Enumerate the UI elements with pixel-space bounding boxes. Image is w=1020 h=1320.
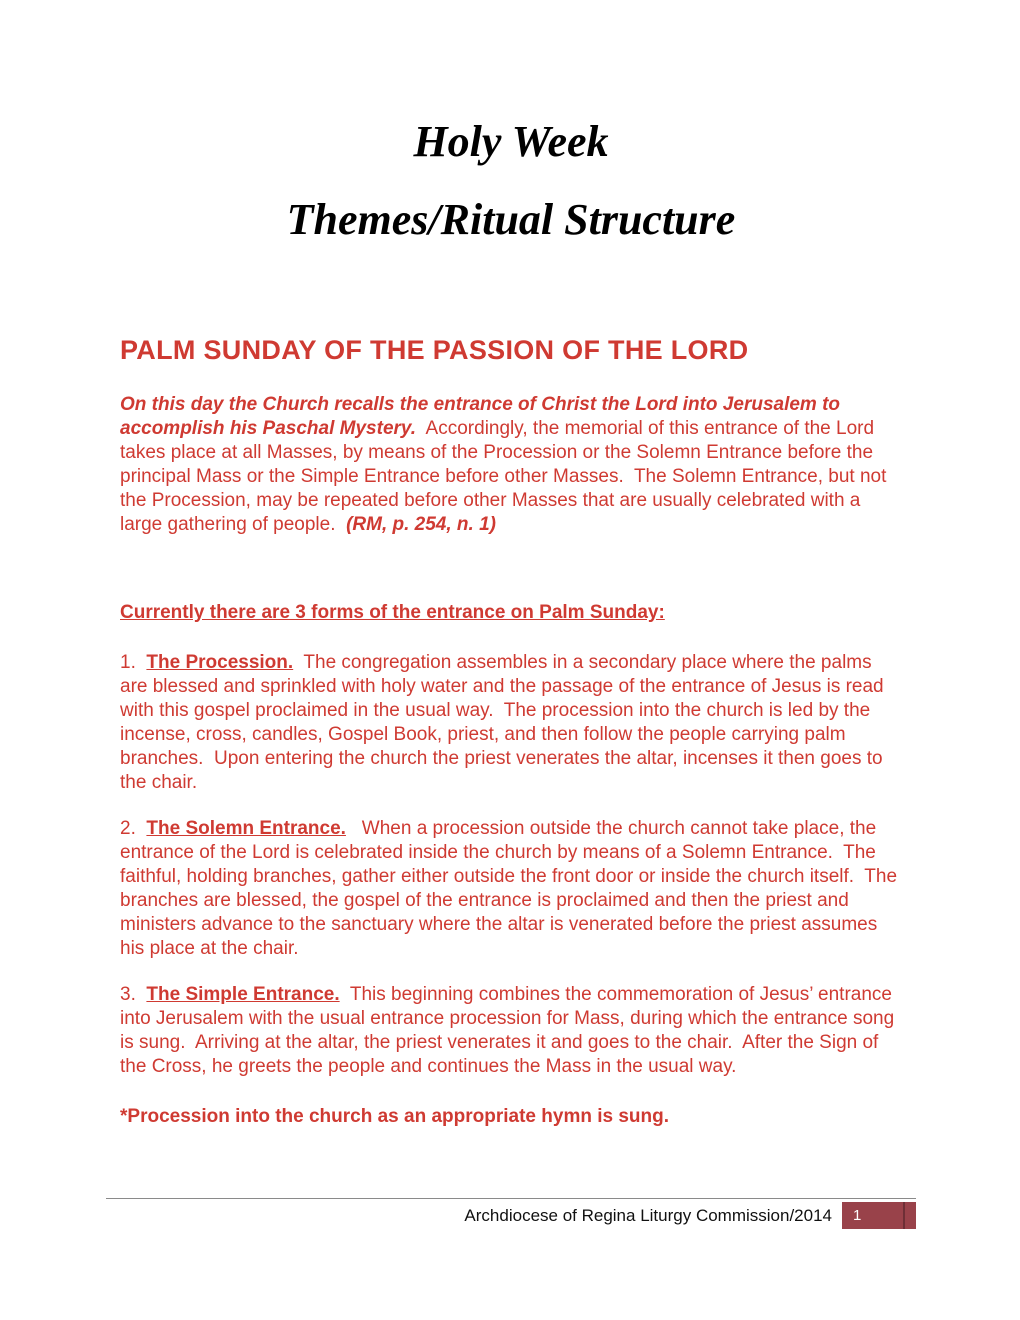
- item-number: 2.: [120, 818, 147, 839]
- document-title: [120, 118, 902, 244]
- item-label: The Simple Entrance.: [146, 984, 340, 1005]
- entrance-form-solemn-entrance: [120, 817, 902, 961]
- forms-heading-text: Currently there are 3 forms of the entrance on Palm Sunday:: [120, 602, 665, 623]
- page-number: 1: [853, 1207, 862, 1224]
- page-footer: [106, 1198, 916, 1229]
- intro-paragraph: [120, 393, 902, 537]
- document-title-line-2: Themes/Ritual Structure: [286, 195, 736, 244]
- intro-body-text: Accordingly, the memorial of this entrance of the Lord takes place at all Masses, by means of the Procession or the Solemn Entrance before the principal Mass or the Simple Entrance before other Masses. The Solemn Entrance, but not the Procession, may be repeated before other Masses that are usually celebrated with a large gathering of people.: [120, 418, 892, 535]
- intro-lead-text: On this day the Church recalls the entrance of Christ the Lord into Jerusalem to accomplish his Paschal Mystery.: [120, 394, 846, 439]
- document-title-line-1: Holy Week: [413, 117, 609, 166]
- page-number-box: [842, 1202, 916, 1229]
- entrance-form-simple-entrance: [120, 983, 902, 1079]
- item-text: This beginning combines the commemoration of Jesus’ entrance into Jerusalem with the usual entrance procession for Mass, during which the entrance song is sung. Arriving at the altar, the priest venerates it and goes to the chair. After the Sign of the Cross, he greets the people and continues the Mass in the usual way.: [120, 984, 900, 1077]
- entrance-form-procession: [120, 651, 902, 795]
- intro-citation: (RM, p. 254, n. 1): [346, 514, 496, 535]
- document-content: [120, 118, 902, 1129]
- footer-text: Archdiocese of Regina Liturgy Commission/2014: [464, 1205, 832, 1225]
- item-text: When a procession outside the church cannot take place, the entrance of the Lord is celebrated inside the church by means of a Solemn Entrance. The faithful, holding branches, gather either outside the front door or inside the church itself. The branches are blessed, the gospel of the entrance is proclaimed and then the priest and ministers advance to the sanctuary where the altar is venerated before the priest assumes his place at the chair.: [120, 818, 903, 959]
- item-label: The Solemn Entrance.: [146, 818, 346, 839]
- footer-divider: [106, 1198, 916, 1199]
- item-label: The Procession.: [146, 652, 294, 673]
- forms-heading: [120, 601, 902, 625]
- item-number: 3.: [120, 984, 147, 1005]
- footer-row: [106, 1202, 916, 1229]
- section-heading-palm-sunday: PALM SUNDAY OF THE PASSION OF THE LORD: [120, 335, 749, 365]
- item-number: 1.: [120, 652, 147, 673]
- item-text: The congregation assembles in a secondary place where the palms are blessed and sprinkled with holy water and the passage of the entrance of Jesus is read with this gospel proclaimed in the usual way. The procession into the church is led by the incense, cross, candles, Gospel Book, priest, and then follow the people carrying palm branches. Upon entering the church the priest venerates the altar, incenses it then goes to the chair.: [120, 652, 889, 793]
- procession-note: *Procession into the church as an appropriate hymn is sung.: [120, 1106, 670, 1127]
